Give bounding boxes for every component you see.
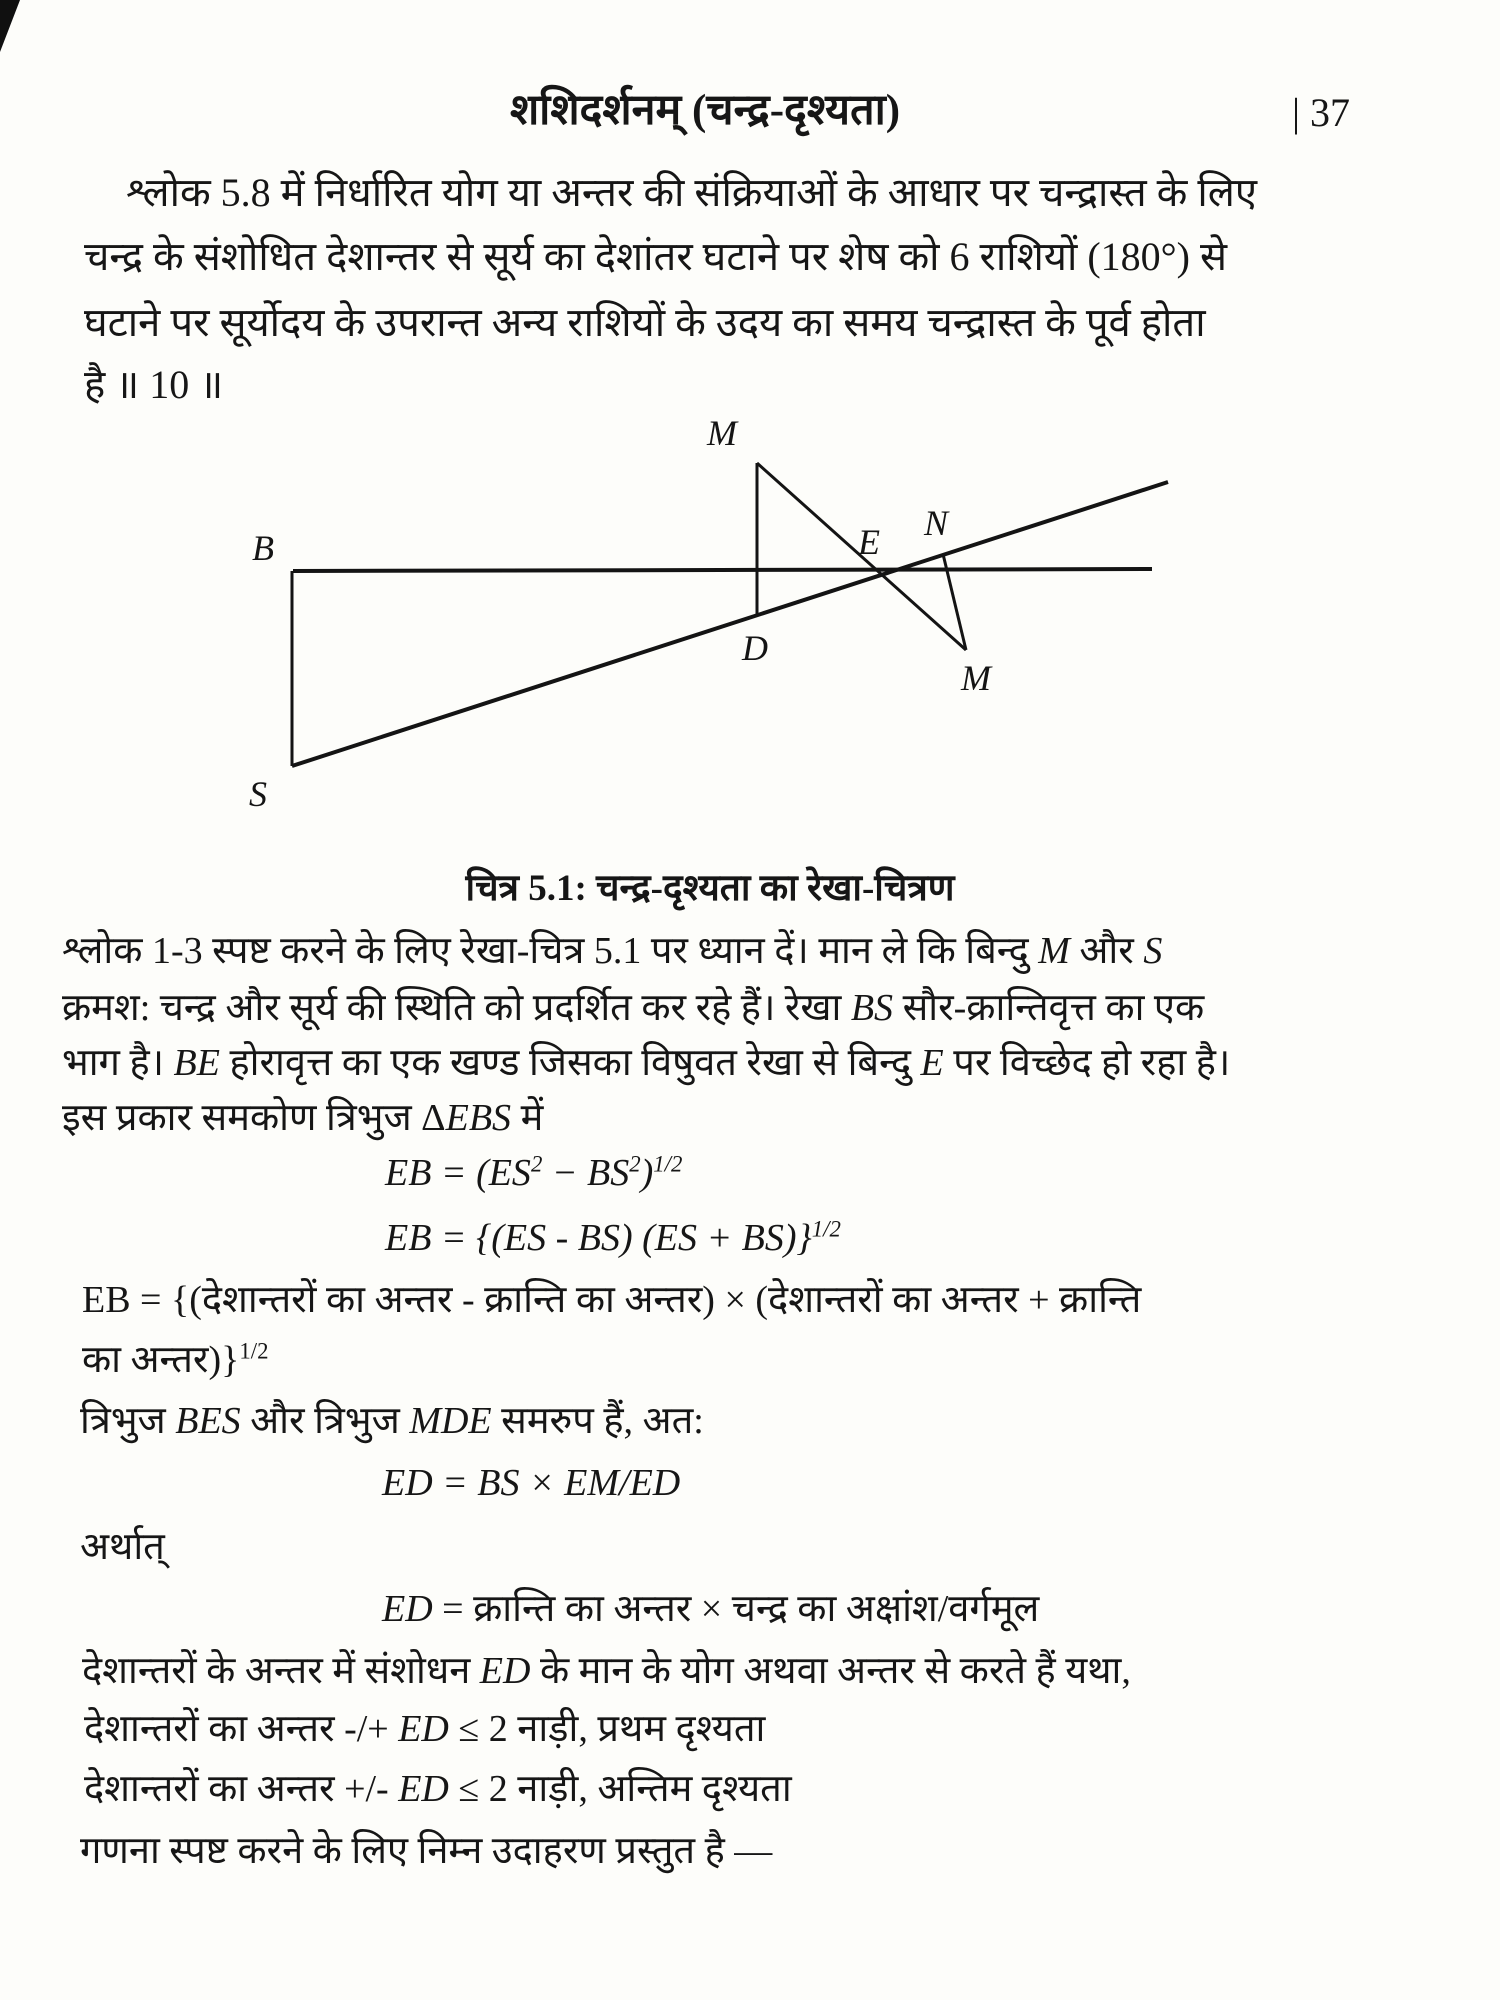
page-title: शशिदर्शनम् (चन्द्र-दृश्यता)	[509, 87, 901, 134]
equation-eb-hindi-line2: का अन्तर)}$^{1/2}$	[82, 1338, 269, 1381]
para1-line-3: घटाने पर सूर्योदय के उपरान्त अन्य राशियों के उदय का समय चन्द्रास्त के पूर्व होता	[84, 300, 1206, 345]
text-arthat: अर्थात्	[80, 1526, 165, 1568]
equation-eb-hindi-line1: EB = {(देशान्तरों का अन्तर - क्रान्ति का अन्तर) × (देशान्तरों का अन्तर + क्रान्ति	[82, 1279, 1142, 1321]
text-last-visibility: देशान्तरों का अन्तर +/- ED ≤ 2 नाड़ी, अन्तिम दृश्यता	[84, 1768, 792, 1810]
label-D: D	[742, 628, 768, 668]
label-M-top: M	[707, 413, 737, 453]
text-correction: देशान्तरों के अन्तर में संशोधन ED के मान के योग अथवा अन्तर से करते हैं यथा,	[82, 1650, 1131, 1692]
para1-line-2: चन्द्र के संशोधित देशान्तर से सूर्य का देशांतर घटाने पर शेष को 6 राशियों (180°) से	[84, 234, 1228, 279]
line-S-diagonal	[292, 482, 1168, 766]
label-M-bottom: M	[961, 658, 991, 698]
label-E: E	[858, 522, 880, 562]
label-B: B	[252, 528, 274, 568]
equation-ed-2: ED = क्रान्ति का अन्तर × चन्द्र का अक्षांश/वर्गमूल	[382, 1588, 1040, 1630]
label-S: S	[249, 774, 267, 814]
equation-eb-1: EB = $(ES^2 - BS^2)^{1/2}$	[385, 1151, 683, 1194]
text-closing: गणना स्पष्ट करने के लिए निम्न उदाहरण प्रस्तुत है —	[80, 1830, 773, 1872]
para2-line-3: भाग है। BE होरावृत्त का एक खण्ड जिसका विषुवत रेखा से बिन्दु E पर विच्छेद हो रहा है।	[62, 1042, 1231, 1084]
text-first-visibility: देशान्तरों का अन्तर -/+ ED ≤ 2 नाड़ी, प्रथम दृश्यता	[84, 1708, 766, 1750]
label-N: N	[923, 503, 949, 543]
page-number: | 37	[1292, 90, 1351, 135]
para2-line-2: क्रमश: चन्द्र और सूर्य की स्थिति को प्रदर्शित कर रहे हैं। रेखा BS सौर-क्रान्तिवृत्त का एक	[62, 987, 1205, 1029]
figure-caption: चित्र 5.1: चन्द्र-दृश्यता का रेखा-चित्रण	[465, 868, 955, 909]
para2-line-4: इस प्रकार समकोण त्रिभुज ΔEBS में	[62, 1097, 544, 1139]
line-BE-horizontal	[293, 569, 1152, 571]
equation-ed-1: ED = BS × EM/ED	[382, 1462, 681, 1504]
scan-corner-artifact	[0, 0, 20, 52]
para1-line-4: है ॥ 10 ॥	[84, 362, 224, 407]
equation-eb-2: EB = {(ES - BS) (ES + BS)}$^{1/2}$	[385, 1216, 841, 1259]
figure-5-1-diagram	[200, 405, 1260, 825]
para1-line-1: श्लोक 5.8 में निर्धारित योग या अन्तर की संक्रियाओं के आधार पर चन्द्रास्त के लिए	[126, 170, 1257, 215]
text-similar-triangles: त्रिभुज BES और त्रिभुज MDE समरुप हैं, अत:	[80, 1400, 704, 1442]
para2-line-1: श्लोक 1-3 स्पष्ट करने के लिए रेखा-चित्र 5.1 पर ध्यान दें। मान ले कि बिन्दु M और S	[62, 930, 1163, 972]
